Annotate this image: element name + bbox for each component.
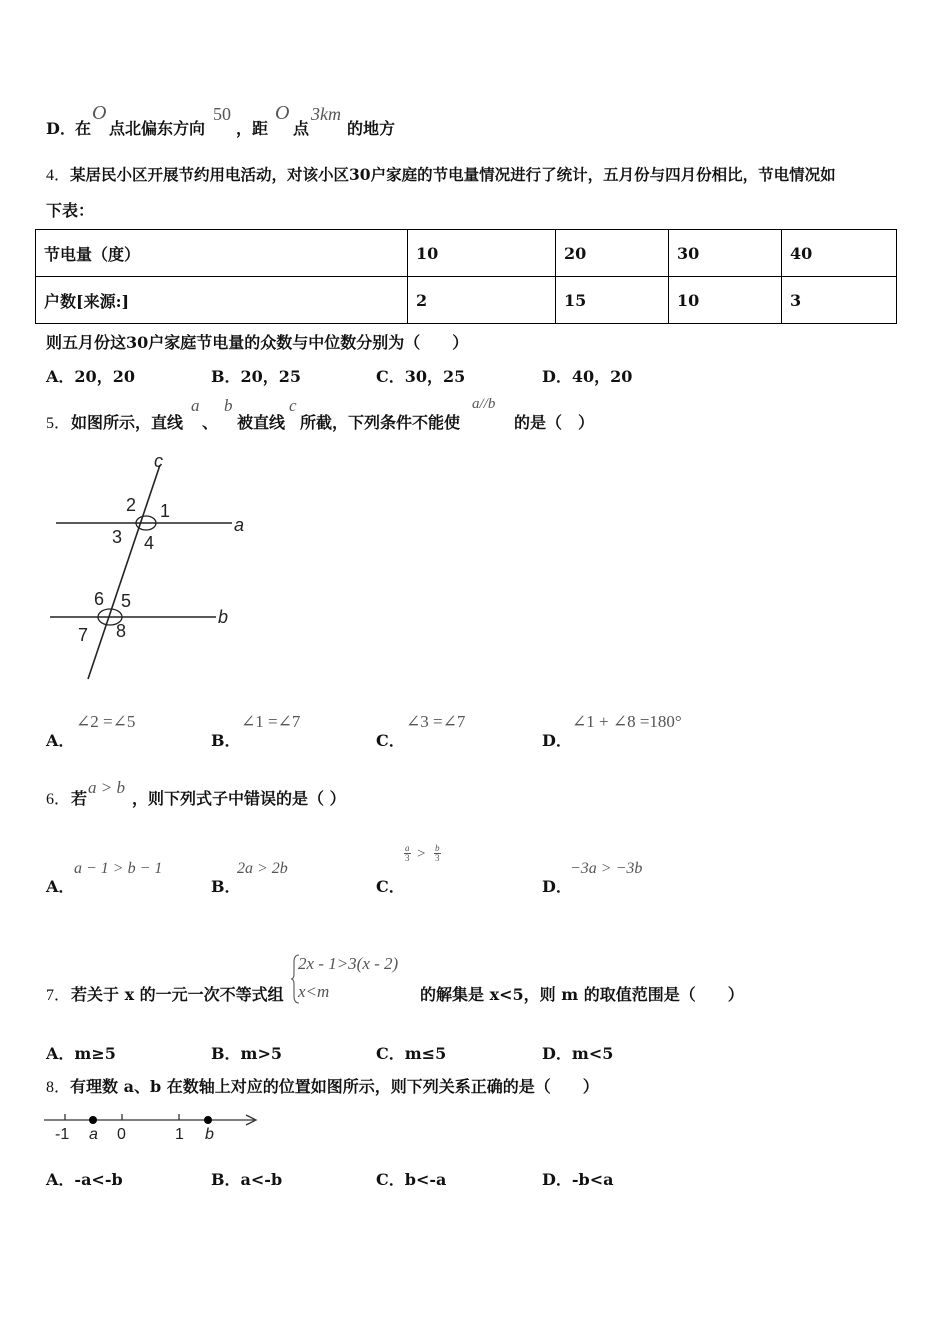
fraction-numerator: a [405, 843, 410, 853]
option-label: C． [376, 1044, 405, 1063]
option-label: D． [46, 119, 76, 138]
option-label: C． [376, 367, 405, 386]
inequality-2: x<m [298, 982, 330, 1001]
point-o-symbol: O [275, 102, 290, 124]
option-math: ∠1 + ∠8 =180° [572, 712, 682, 731]
label-b: b [218, 607, 229, 627]
option-text: 点北偏东方向 [109, 119, 206, 138]
table-cell: 10 [669, 277, 782, 324]
option-math: a − 1 > b − 1 [74, 860, 163, 877]
option-label: D． [542, 877, 572, 896]
option-math: ∠1 =∠7 [241, 712, 301, 731]
question-text: 有理数 a、b 在数轴上对应的位置如图所示，则下列关系正确的是（ ） [70, 1077, 599, 1096]
angle-label-5: 5 [121, 591, 132, 611]
question-text: 、 [202, 413, 219, 432]
option-label: D． [542, 1044, 572, 1063]
q5-stem [46, 396, 666, 432]
label-a: a [234, 515, 245, 535]
q4-option-a [46, 364, 135, 387]
fraction-b-over-3 [434, 844, 441, 863]
distance-value: 3km [311, 104, 341, 124]
q4-option-d [542, 364, 632, 387]
option-label: B． [211, 877, 241, 896]
option-text: 40，20 [571, 367, 633, 386]
option-text: m>5 [240, 1044, 282, 1063]
option-text: ，距 [236, 119, 269, 138]
table-cell: 20 [556, 230, 669, 277]
option-text: 在 [75, 119, 92, 138]
option-label: B． [211, 1044, 241, 1063]
table-cell: 节电量（度） [36, 230, 408, 277]
parallel-lines-figure [44, 453, 250, 685]
tick-label: -1 [55, 1126, 70, 1143]
option-label: C． [376, 731, 405, 750]
tick-label: 0 [117, 1126, 126, 1143]
angle-label-6: 6 [94, 589, 105, 609]
option-text: m<5 [571, 1044, 614, 1063]
fraction-numerator: b [435, 843, 440, 853]
q8-option-d [542, 1167, 614, 1190]
option-math: 2a > 2b [237, 860, 288, 877]
table-row [36, 230, 897, 277]
option-text: -b<a [571, 1170, 614, 1189]
fraction-denominator: 3 [405, 853, 410, 863]
option-label: A． [46, 877, 75, 896]
question-text: 被直线 [237, 413, 286, 432]
option-text: -a<-b [74, 1170, 123, 1189]
q6-option-c [376, 842, 476, 896]
option-math: −3a > −3b [570, 860, 643, 877]
option-text: m≥5 [74, 1044, 116, 1063]
option-label: B． [211, 731, 241, 750]
q4-option-b [211, 364, 301, 387]
question-text: 的解集是 x<5，则 m 的取值范围是（ ） [420, 985, 744, 1004]
q7-stem [46, 952, 766, 1008]
table-cell: 40 [782, 230, 897, 277]
question-number: 6． [46, 791, 71, 808]
q8-option-c [376, 1167, 446, 1190]
angle-value: 50 [213, 104, 231, 124]
point-b [204, 1116, 212, 1124]
power-saving-table [35, 229, 897, 324]
angle-label-2: 2 [126, 495, 137, 515]
fraction-a-over-3 [404, 844, 411, 863]
question-number: 4． [46, 167, 71, 184]
question-text: ，则下列式子中错误的是（ ） [132, 789, 346, 808]
q7-option-c [376, 1041, 446, 1064]
option-text: 点 [293, 119, 310, 138]
table-cell: 户数[来源:] [36, 277, 408, 324]
table-cell: 10 [408, 230, 556, 277]
q7-option-d [542, 1041, 613, 1064]
option-label: D． [542, 367, 572, 386]
q4-option-c [376, 364, 465, 387]
question-text: 所截，下列条件不能使 [300, 413, 461, 432]
fraction-denominator: 3 [435, 853, 440, 863]
option-text: 20，20 [74, 367, 135, 386]
angle-label-4: 4 [144, 533, 155, 553]
q6-stem [46, 778, 446, 808]
line-b-symbol: b [224, 396, 233, 415]
q8-option-a [46, 1167, 123, 1190]
q8-option-b [211, 1167, 282, 1190]
table-cell: 3 [782, 277, 897, 324]
option-text: m≤5 [404, 1044, 447, 1063]
table-cell: 2 [408, 277, 556, 324]
option-text: a<-b [240, 1170, 283, 1189]
q4-stem-line2: 下表： [46, 201, 95, 220]
question-text: 如图所示，直线 [71, 413, 184, 432]
question-text: 某居民小区开展节约用电活动，对该小区30户家庭的节电量情况进行了统计，五月份与四月份相比，节电情况如 [70, 165, 836, 184]
point-a [89, 1116, 97, 1124]
option-label: A． [46, 1044, 75, 1063]
option-label: A． [46, 731, 75, 750]
option-label: A． [46, 1170, 75, 1189]
question-text: 的是（ ） [514, 413, 595, 432]
point-b-label: b [205, 1126, 214, 1143]
option-label: B． [211, 367, 241, 386]
table-cell: 30 [669, 230, 782, 277]
option-label: C． [376, 1170, 405, 1189]
option-label: D． [542, 731, 572, 750]
question-number: 7． [46, 987, 71, 1004]
option-text: 20，25 [240, 367, 302, 386]
inequality-1: 2x - 1>3(x - 2) [298, 954, 399, 973]
question-text: 若关于 x 的一元一次不等式组 [71, 985, 284, 1004]
q4-question: 则五月份这30户家庭节电量的众数与中位数分别为（ ） [46, 333, 469, 352]
line-c-symbol: c [289, 396, 297, 415]
line-c [88, 465, 160, 679]
point-a-label: a [89, 1126, 98, 1143]
question-number: 8． [46, 1079, 71, 1096]
angle-label-3: 3 [112, 527, 123, 547]
option-label: B． [211, 1170, 241, 1189]
option-label: C． [376, 877, 405, 896]
option-math: ∠2 =∠5 [76, 712, 136, 731]
option-label: D． [542, 1170, 572, 1189]
table-row [36, 277, 897, 324]
angle-label-7: 7 [78, 625, 89, 645]
q4-stem-line1 [46, 162, 836, 185]
point-o-symbol: O [92, 102, 107, 124]
option-text: 的地方 [347, 119, 396, 138]
label-c: c [154, 453, 163, 471]
angle-label-8: 8 [116, 621, 127, 641]
question-text: 若 [71, 789, 88, 808]
q8-stem [46, 1074, 599, 1097]
line-a-symbol: a [191, 396, 200, 415]
option-text: 30，25 [404, 367, 466, 386]
option-text: b<-a [404, 1170, 447, 1189]
angle-label-1: 1 [160, 501, 171, 521]
question-number: 5． [46, 415, 71, 432]
parallel-expression: a//b [472, 396, 496, 412]
option-label: A． [46, 367, 75, 386]
greater-than-sign: > [417, 846, 426, 862]
q7-option-b [211, 1041, 282, 1064]
q7-option-a [46, 1041, 116, 1064]
condition-math: a > b [88, 778, 125, 797]
tick-label: 1 [175, 1126, 184, 1143]
number-line-figure [40, 1106, 270, 1146]
option-math: ∠3 =∠7 [406, 712, 466, 731]
table-cell: 15 [556, 277, 669, 324]
